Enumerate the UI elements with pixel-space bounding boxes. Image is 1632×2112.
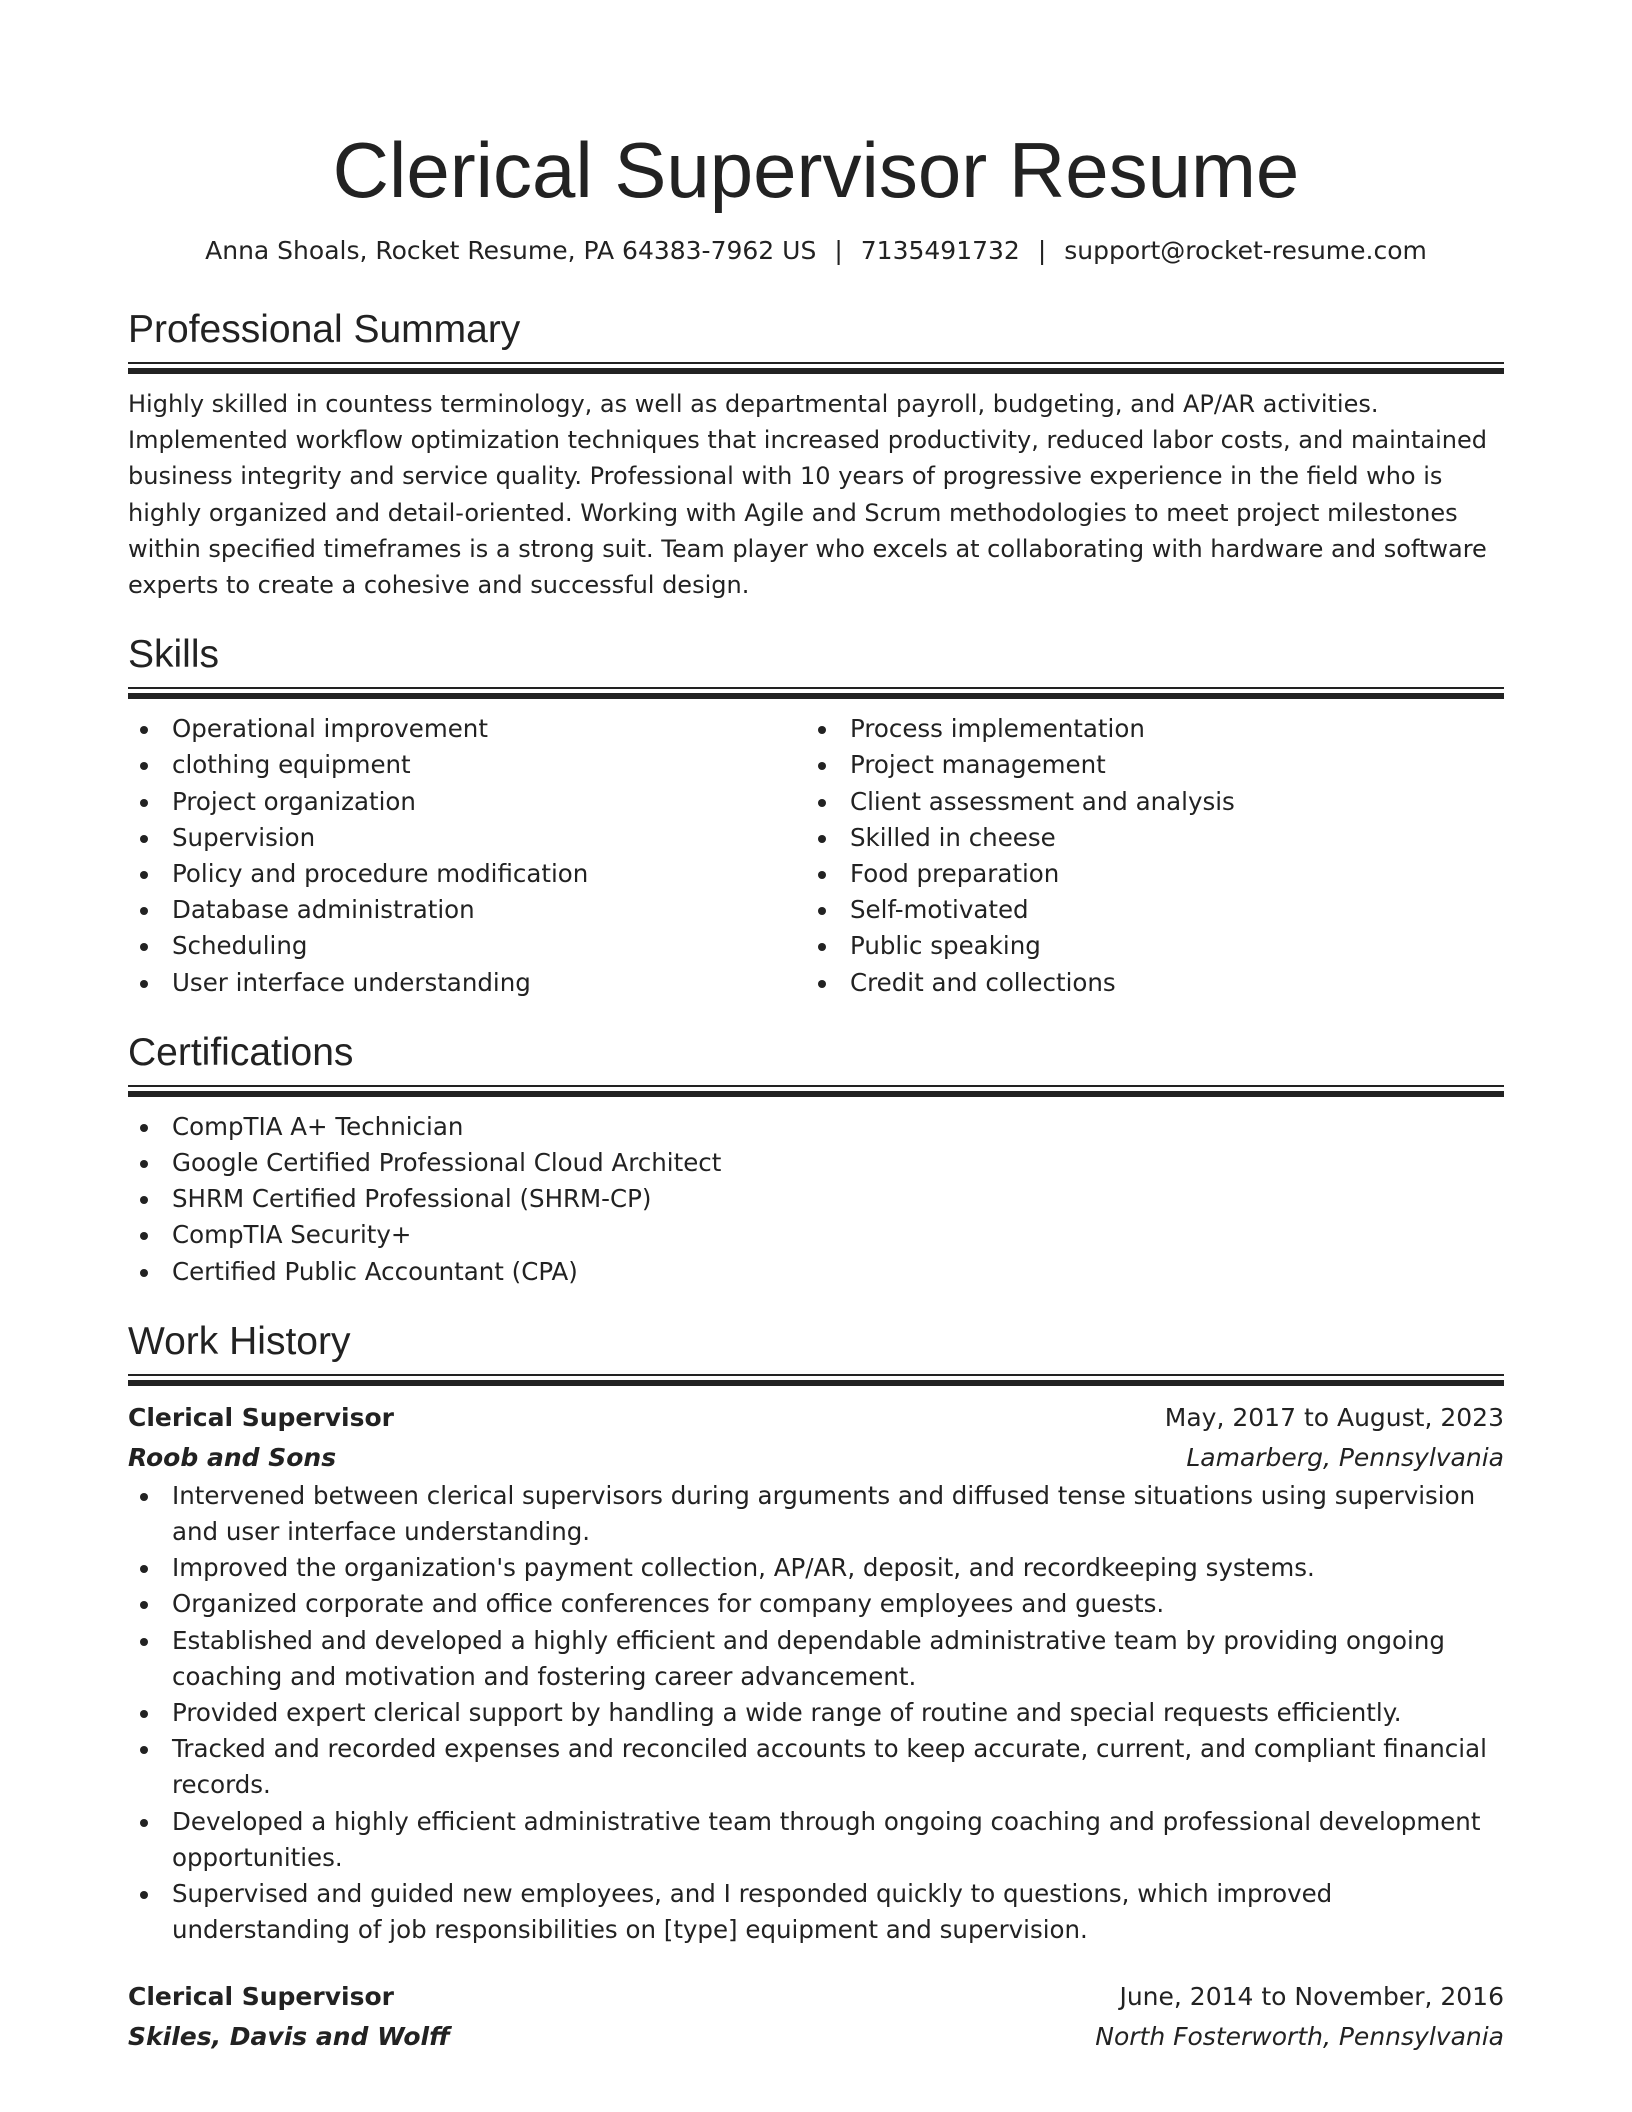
work-history-heading: Work History	[128, 1319, 351, 1363]
job-duties-list	[128, 1478, 1504, 1949]
job-duty-item: Intervened between clerical supervisors during arguments and diffused tense situations using supervision and user interface understanding.	[128, 1478, 1504, 1550]
job-title: Clerical Supervisor	[128, 1981, 394, 2011]
skill-item: Project management	[806, 747, 1484, 783]
contact-separator: |	[1037, 236, 1047, 265]
work-history-section	[128, 1318, 1504, 2057]
contact-address: Anna Shoals, Rocket Resume, PA 64383-7962 US	[205, 236, 817, 265]
contact-email: support@rocket-resume.com	[1064, 236, 1427, 265]
resume-content	[128, 0, 1504, 2057]
skill-item: Food preparation	[806, 856, 1484, 892]
job-duty-item: Organized corporate and office conferences for company employees and guests.	[128, 1586, 1504, 1622]
section-divider	[128, 1085, 1504, 1097]
skills-section	[128, 631, 1504, 1001]
summary-text: Highly skilled in countess terminology, as well as departmental payroll, budgeting, and AP/AR activities. Implemented workflow optimization techniques that increased productivity, reduced labor costs, and maintained business integrity and service quality. Professional with 10 years of progressive experience in the field who is highly organized and detail-oriented. Working with Agile and Scrum methodologies to meet project milestones within specified timeframes is a strong suit. Team player who excels at collaborating with hardware and software experts to create a cohesive and successful design.	[128, 390, 1487, 600]
job-duty-item: Tracked and recorded expenses and reconciled accounts to keep accurate, current, and compliant financial records.	[128, 1731, 1504, 1803]
summary-section	[128, 306, 1504, 603]
skills-heading: Skills	[128, 633, 220, 677]
skill-item: Self-motivated	[806, 892, 1484, 928]
job-duty-item: Improved the organization's payment collection, AP/AR, deposit, and recordkeeping systems.	[128, 1550, 1504, 1586]
certification-item: CompTIA Security+	[128, 1217, 1504, 1253]
job-entry	[128, 1977, 1504, 2057]
skill-item: Project organization	[128, 784, 806, 820]
job-duty-item: Provided expert clerical support by handling a wide range of routine and special requests efficiently.	[128, 1695, 1504, 1731]
skills-grid	[128, 711, 1504, 1001]
job-location: North Fosterworth, Pennsylvania	[1095, 2021, 1504, 2051]
skill-item: Scheduling	[128, 928, 806, 964]
skill-item: Database administration	[128, 892, 806, 928]
job-location: Lamarberg, Pennsylvania	[1186, 1442, 1504, 1472]
job-entry	[128, 1398, 1504, 1949]
certifications-heading: Certifications	[128, 1030, 354, 1074]
job-dates: June, 2014 to November, 2016	[1119, 1981, 1504, 2011]
certifications-section	[128, 1029, 1504, 1290]
summary-heading: Professional Summary	[128, 308, 521, 351]
skill-item: Supervision	[128, 820, 806, 856]
job-subheader-row	[128, 2017, 1504, 2057]
skill-item: Policy and procedure modification	[128, 856, 806, 892]
job-subheader-row	[128, 1438, 1504, 1478]
skill-item: Public speaking	[806, 928, 1484, 964]
skill-item: Credit and collections	[806, 965, 1484, 1001]
job-title: Clerical Supervisor	[128, 1402, 394, 1432]
skills-list-left	[128, 711, 806, 1001]
skill-item: Skilled in cheese	[806, 820, 1484, 856]
skill-item: User interface understanding	[128, 965, 806, 1001]
job-company: Skiles, Davis and Wolff	[128, 2021, 450, 2051]
certification-item: Google Certified Professional Cloud Architect	[128, 1145, 1504, 1181]
certification-item: Certified Public Accountant (CPA)	[128, 1254, 1504, 1290]
contact-separator: |	[834, 236, 843, 265]
job-duty-item: Established and developed a highly efficient and dependable administrative team by providing ongoing coaching and motivation and fostering career advancement.	[128, 1623, 1504, 1695]
skill-item: Client assessment and analysis	[806, 784, 1484, 820]
job-duty-item: Supervised and guided new employees, and I responded quickly to questions, which improved understanding of job responsibilities on [type] equipment and supervision.	[128, 1876, 1504, 1948]
skills-list-right	[806, 711, 1484, 1001]
skill-item: Operational improvement	[128, 711, 806, 747]
skill-item: clothing equipment	[128, 747, 806, 783]
certification-item: SHRM Certified Professional (SHRM-CP)	[128, 1181, 1504, 1217]
job-dates: May, 2017 to August, 2023	[1164, 1402, 1504, 1432]
skill-item: Process implementation	[806, 711, 1484, 747]
section-divider	[128, 362, 1504, 374]
section-divider	[128, 687, 1504, 699]
certification-item: CompTIA A+ Technician	[128, 1109, 1504, 1145]
job-header-row	[128, 1398, 1504, 1438]
job-company: Roob and Sons	[128, 1442, 337, 1472]
job-header-row	[128, 1977, 1504, 2017]
job-duty-item: Developed a highly efficient administrative team through ongoing coaching and professional development opportunities.	[128, 1804, 1504, 1876]
section-divider	[128, 1374, 1504, 1386]
contact-phone: 7135491732	[860, 236, 1020, 265]
contact-line	[128, 234, 1504, 268]
certifications-list	[128, 1109, 1504, 1290]
page-title: Clerical Supervisor Resume	[332, 126, 1300, 214]
